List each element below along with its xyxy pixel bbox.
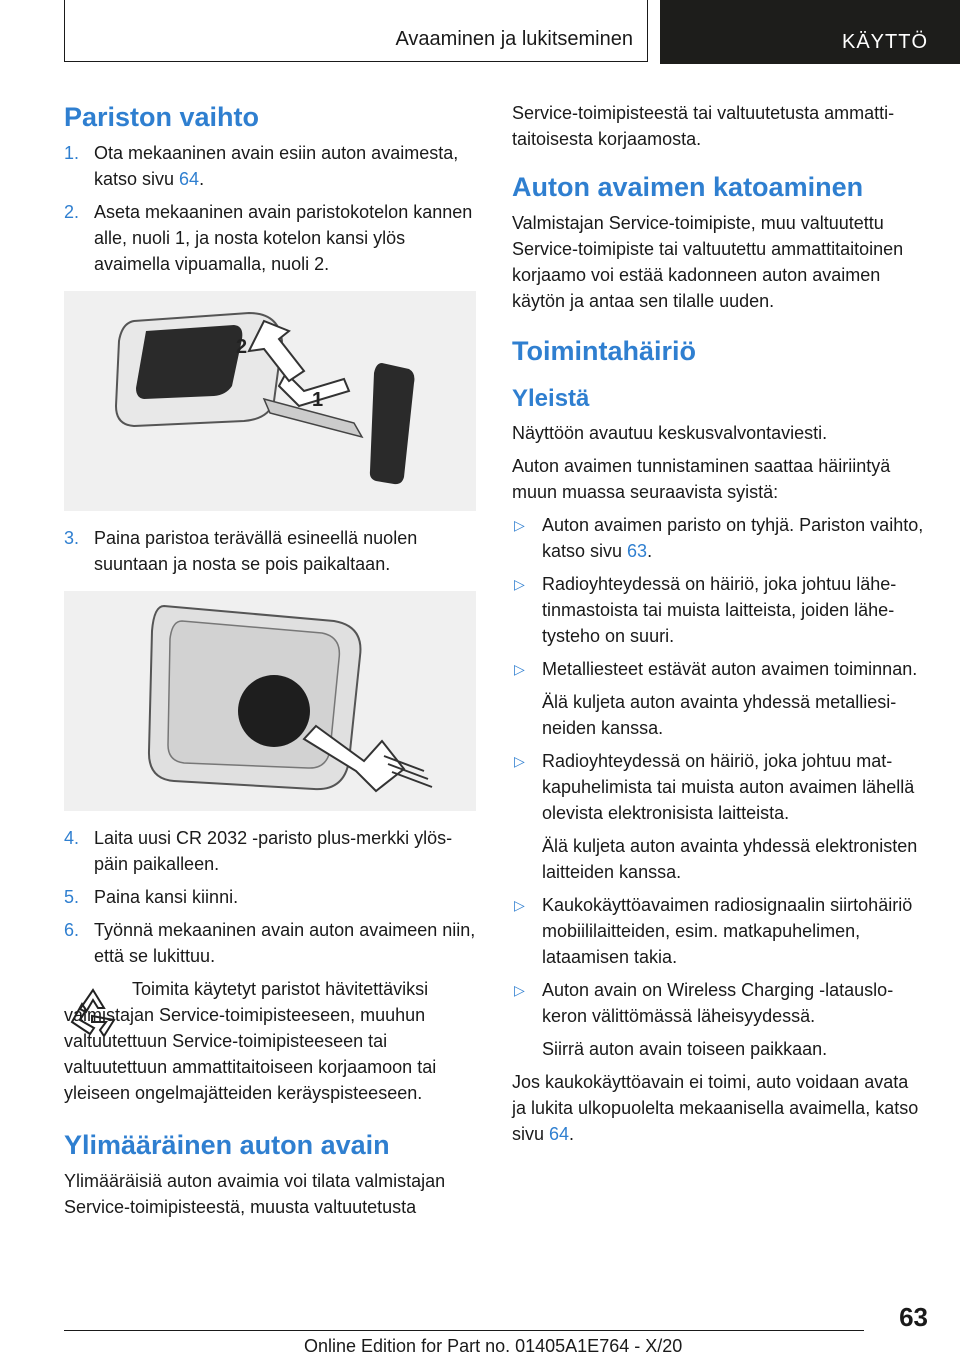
step-text: Paina kansi kiinni. xyxy=(94,887,239,907)
page-number: 63 xyxy=(899,1302,928,1332)
triangle-bullet-icon: ▷ xyxy=(514,897,525,913)
step-number: 5. xyxy=(64,887,80,907)
bullet-text: Metalliesteet estävät auton avaimen toiminnan. xyxy=(542,659,918,679)
triangle-bullet-icon: ▷ xyxy=(514,753,525,769)
step-text: Työnnä mekaaninen avain auton avaimeen niin, että se lukittuu. xyxy=(94,920,476,966)
general-text-2: Auton avaimen tunnistaminen saattaa häiriintyä muun muassa seuraavista syistä: xyxy=(512,456,891,502)
bullet-item xyxy=(512,748,924,885)
lost-key-heading: Auton avaimen katoaminen xyxy=(512,172,864,202)
right-column xyxy=(512,100,924,1154)
step-text: Laita uusi CR 2032 -paristo plus-merkki ylöspäin paikalleen. xyxy=(94,828,453,874)
figure-label-1: 1 xyxy=(312,389,324,411)
step-number: 6. xyxy=(64,920,80,940)
page-header xyxy=(64,0,960,64)
final-paragraph xyxy=(512,1069,924,1147)
bullet-subtext: Älä kuljeta auton avainta yhdessä metalliesineiden kanssa. xyxy=(542,692,897,738)
step-4 xyxy=(64,825,476,877)
recycle-icon xyxy=(64,984,122,1042)
triangle-bullet-icon: ▷ xyxy=(514,517,525,533)
battery-removal-illustration xyxy=(64,591,476,811)
header-section-box xyxy=(64,0,648,62)
triangle-bullet-icon: ▷ xyxy=(514,661,525,677)
page-link[interactable]: 63 xyxy=(627,541,648,561)
triangle-bullet-icon: ▷ xyxy=(514,576,525,592)
bullet-text: Kaukokäyttöavaimen radiosignaalin siirtohäiriö mobiililaitteiden, esim. matkapuhelimen, lataamisen takia. xyxy=(542,895,913,967)
battery-removal-figure xyxy=(64,591,476,811)
step-6 xyxy=(64,917,476,969)
bullet-subtext: Siirrä auton avain toiseen paikkaan. xyxy=(542,1039,828,1059)
general-heading: Yleistä xyxy=(512,385,590,412)
step-2 xyxy=(64,199,476,277)
header-chapter-title: KÄYTTÖ xyxy=(841,31,928,53)
page-link[interactable]: 64 xyxy=(549,1124,570,1144)
extra-key-text: Ylimääräisiä auton avaimia voi tilata valmistajan Service-toimipisteestä, muusta valtuutetusta xyxy=(64,1171,446,1217)
bullet-text: Auton avain on Wireless Charging -latauslokeron välittömässä läheisyydessä. xyxy=(542,980,894,1026)
extra-key-heading: Ylimääräinen auton avain xyxy=(64,1130,390,1160)
step-text-end: . xyxy=(199,169,205,189)
step-1 xyxy=(64,140,476,192)
bullet-text-end: . xyxy=(647,541,653,561)
step-text: Paina paristoa terävällä esineellä nuolen suuntaan ja nosta se pois paikaltaan. xyxy=(94,528,418,574)
header-section-title: Avaaminen ja lukitseminen xyxy=(395,28,633,50)
recycling-note xyxy=(64,976,476,1106)
key-cover-figure xyxy=(64,291,476,511)
step-3 xyxy=(64,525,476,577)
bullet-text: Radioyhteydessä on häiriö, joka johtuu matkapuhelimista tai muista auton avaimen lähellä olevista elektronisista laitteista. xyxy=(542,751,915,823)
figure-label-2: 2 xyxy=(236,336,248,358)
final-text-end: . xyxy=(569,1124,575,1144)
recycling-text: Toimita käytetyt paristot hävitettäviksi valmistajan Service-toimipisteeseen, muuhun valtuutettuun Service-toimipisteeseen tai valtuutettuun ammattitaitoiseen korjaamoon tai yleiseen ongelmajätteiden keräyspisteeseen. xyxy=(64,979,437,1103)
bullet-item xyxy=(512,892,924,970)
lost-key-text: Valmistajan Service-toimipiste, muu valtuutettu Service-toimipiste tai valtuutettu ammattitaitoinen korjaamo voi estää kadonneen auton avaimen käytön ja antaa sen tilalle uuden. xyxy=(512,213,904,311)
step-number: 1. xyxy=(64,143,80,163)
left-column xyxy=(64,100,476,1227)
step-text: Ota mekaaninen avain esiin auton avaimesta, katso sivu xyxy=(94,143,459,189)
header-chapter-box xyxy=(660,0,960,64)
bullet-item xyxy=(512,656,924,741)
triangle-bullet-icon: ▷ xyxy=(514,982,525,998)
key-cover-illustration xyxy=(64,291,476,511)
battery-change-heading: Pariston vaihto xyxy=(64,102,260,132)
bullet-text: Auton avaimen paristo on tyhjä. Pariston vaihto, katso sivu xyxy=(542,515,924,561)
bullet-item xyxy=(512,512,924,564)
continued-text: Service-toimipisteestä tai valtuutetusta ammattitaitoisesta korjaamosta. xyxy=(512,103,895,149)
bullet-item xyxy=(512,571,924,649)
step-text: Aseta mekaaninen avain paristokotelon kannen alle, nuoli 1, ja nosta kotelon kansi ylös avaimella vipuamalla, nuoli 2. xyxy=(94,202,473,274)
step-number: 4. xyxy=(64,828,80,848)
footer-rule xyxy=(64,1330,864,1331)
bullet-subtext: Älä kuljeta auton avainta yhdessä elektronisten laitteiden kanssa. xyxy=(542,836,918,882)
step-number: 3. xyxy=(64,528,80,548)
general-text-1: Näyttöön avautuu keskusvalvontaviesti. xyxy=(512,423,828,443)
page-link[interactable]: 64 xyxy=(179,169,200,189)
step-number: 2. xyxy=(64,202,80,222)
edition-text: Online Edition for Part no. 01405A1E764 - X/20 xyxy=(304,1336,683,1356)
step-5 xyxy=(64,884,476,910)
bullet-item xyxy=(512,977,924,1062)
final-text: Jos kaukokäyttöavain ei toimi, auto voidaan avata ja lukita ulkopuolelta mekaanisella avaimella, katso sivu xyxy=(512,1072,919,1144)
recycling-note-text xyxy=(64,976,476,1106)
malfunction-heading: Toimintahäiriö xyxy=(512,336,697,366)
bullet-text: Radioyhteydessä on häiriö, joka johtuu lähetinmastoista tai muista laitteista, joiden lähetysteho on suuri. xyxy=(542,574,897,646)
